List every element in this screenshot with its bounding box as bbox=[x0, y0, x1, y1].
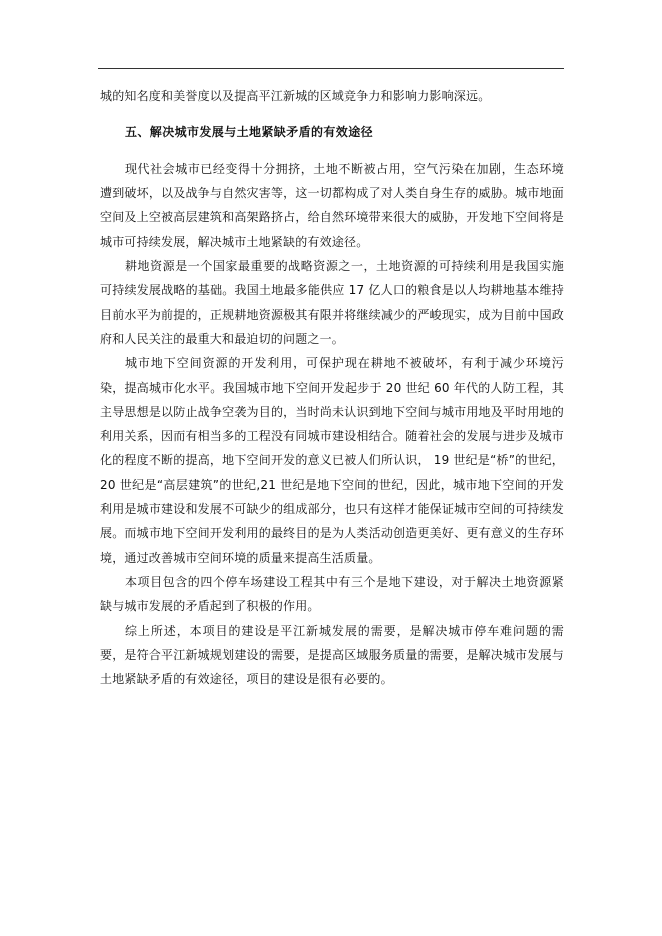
paragraph-parking-project: 本项目包含的四个停车场建设工程其中有三个是地下建设，对于解决土地资源紧缺与城市发展的矛盾起到了积极的作用。 bbox=[100, 574, 564, 614]
document-body bbox=[100, 84, 564, 691]
paragraph-urban-crowding: 现代社会城市已经变得十分拥挤，土地不断被占用，空气污染在加剧，生态环境遭到破坏，以及战争与自然灾害等，这一切都构成了对人类自身生存的威胁。城市地面空间及上空被高层建筑和高架路挤占，给自然环境带来很大的威胁，开发地下空间将是城市可持续发展，解决城市土地紧缺的有效途径。 bbox=[100, 161, 564, 249]
paragraph-conclusion: 综上所述，本项目的建设是平江新城发展的需要，是解决城市停车难问题的需要，是符合平江新城规划建设的需要，是提高区域服务质量的需要，是解决城市发展与土地紧缺矛盾的有效途径，项目的建设是很有必要的。 bbox=[100, 623, 564, 687]
paragraph-farmland-resources: 耕地资源是一个国家最重要的战略资源之一，土地资源的可持续利用是我国实施可持续发展战略的基础。我国土地最多能供应 17 亿人口的粮食是以人均耕地基本维持目前水平为前提的，正规耕地资源极其有限并将继续减少的严峻现实，成为目前中国政府和人民关注的最重大和最迫切的问题之一。 bbox=[100, 259, 564, 346]
header-rule bbox=[98, 68, 564, 69]
section-heading: 五、解决城市发展与土地紧缺矛盾的有效途径 bbox=[125, 125, 374, 140]
continuation-paragraph: 城的知名度和美誉度以及提高平江新城的区域竞争力和影响力影响深远。 bbox=[100, 89, 491, 103]
paragraph-underground-space: 城市地下空间资源的开发利用，可保护现在耕地不被破坏，有利于减少环境污染，提高城市化水平。我国城市地下空间开发起步于 20 世纪 60 年代的人防工程，其主导思想是以防止战争空袭为目的，当时尚未认识到地下空间与城市用地及平时用地的利用关系，因而有相当多的工程没有同城市建设相结合。随着社会的发展与进步及城市化的程度不断的提高，地下空间开发的意义已被人们所认识， 19 世纪是“桥”的世纪，20 世纪是“高层建筑”的世纪,21 世纪是地下空间的世纪，因此，城市地下空间的开发利用是城市建设和发展不可缺少的组成部分，也只有这样才能保证城市空间的可持续发展。而城市地下空间开发利用的最终目的是为人类活动创造更美好、更有意义的生存环境，通过改善城市空间环境的质量来提高生活质量。 bbox=[100, 356, 564, 565]
